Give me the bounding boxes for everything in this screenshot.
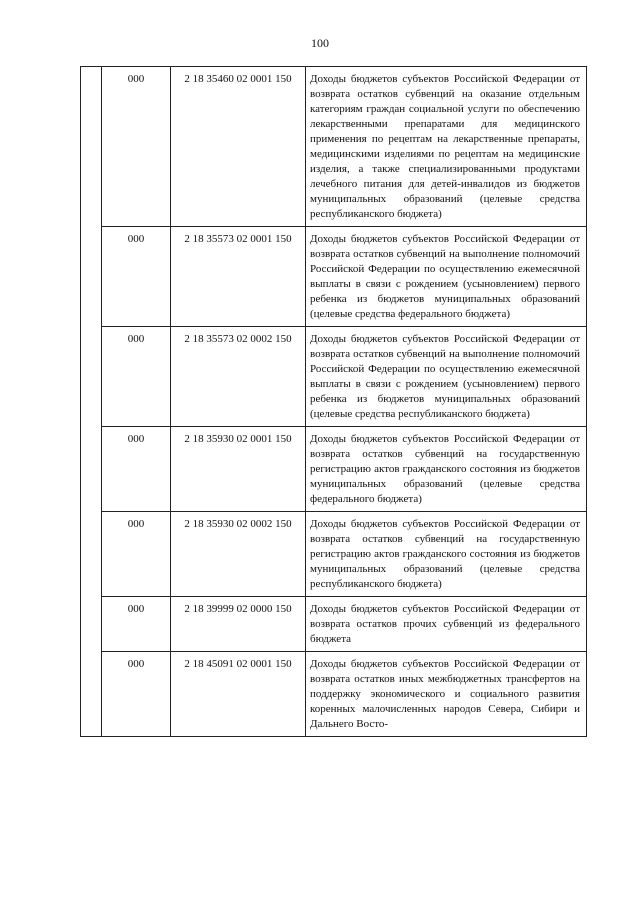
row-marker-cell bbox=[81, 652, 102, 737]
description-cell: Доходы бюджетов субъектов Российской Федерации от возврата остатков субвенций на выполнение полномочий Российской Федерации по осуществлению ежемесячной выплаты в связи с рождением (усыновлением) первого ребенка из бюджетов муниципальных образований (целевые средства республиканского бюджета) bbox=[306, 327, 587, 427]
admin-code-cell: 000 bbox=[102, 67, 171, 227]
admin-code-cell: 000 bbox=[102, 512, 171, 597]
budget-codes-table-wrapper bbox=[80, 66, 587, 737]
table-row bbox=[81, 227, 587, 327]
page-number: 100 bbox=[311, 36, 329, 50]
description-cell: Доходы бюджетов субъектов Российской Федерации от возврата остатков субвенций на государственную регистрацию актов гражданского состояния из бюджетов муниципальных образований (целевые средства республиканского бюджета) bbox=[306, 512, 587, 597]
table-row bbox=[81, 512, 587, 597]
admin-code-cell: 000 bbox=[102, 597, 171, 652]
budget-code-cell: 2 18 35573 02 0002 150 bbox=[171, 327, 306, 427]
row-marker-cell bbox=[81, 597, 102, 652]
row-marker-cell bbox=[81, 327, 102, 427]
row-marker-cell bbox=[81, 227, 102, 327]
description-cell: Доходы бюджетов субъектов Российской Федерации от возврата остатков субвенций на государственную регистрацию актов гражданского состояния из бюджетов муниципальных образований (целевые средства федерального бюджета) bbox=[306, 427, 587, 512]
admin-code-cell: 000 bbox=[102, 652, 171, 737]
admin-code-cell: 000 bbox=[102, 427, 171, 512]
table-row bbox=[81, 652, 587, 737]
description-cell: Доходы бюджетов субъектов Российской Федерации от возврата остатков иных межбюджетных трансфертов на поддержку экономического и социального развития коренных малочисленных народов Севера, Сибири и Дальнего Восто- bbox=[306, 652, 587, 737]
table-row bbox=[81, 67, 587, 227]
budget-code-cell: 2 18 35460 02 0001 150 bbox=[171, 67, 306, 227]
row-marker-cell bbox=[81, 67, 102, 227]
budget-code-cell: 2 18 35930 02 0002 150 bbox=[171, 512, 306, 597]
table-row bbox=[81, 427, 587, 512]
description-cell: Доходы бюджетов субъектов Российской Федерации от возврата остатков субвенций на выполнение полномочий Российской Федерации по осуществлению ежемесячной выплаты в связи с рождением (усыновлением) первого ребенка из бюджетов муниципальных образований (целевые средства федерального бюджета) bbox=[306, 227, 587, 327]
budget-codes-table bbox=[80, 66, 587, 737]
budget-code-cell: 2 18 35930 02 0001 150 bbox=[171, 427, 306, 512]
budget-code-cell: 2 18 45091 02 0001 150 bbox=[171, 652, 306, 737]
budget-code-cell: 2 18 35573 02 0001 150 bbox=[171, 227, 306, 327]
description-cell: Доходы бюджетов субъектов Российской Федерации от возврата остатков субвенций на оказание отдельным категориям граждан социальной услуги по обеспечению лекарственными препаратами для медицинского применения по рецептам на лекарственные препараты, медицинскими изделиями по рецептам на медицинские изделия, а также специализированными продуктами лечебного питания для детей-инвалидов из бюджетов муниципальных образований (целевые средства республиканского бюджета) bbox=[306, 67, 587, 227]
admin-code-cell: 000 bbox=[102, 227, 171, 327]
row-marker-cell bbox=[81, 512, 102, 597]
description-cell: Доходы бюджетов субъектов Российской Федерации от возврата остатков прочих субвенций из федерального бюджета bbox=[306, 597, 587, 652]
table-row bbox=[81, 327, 587, 427]
table-row bbox=[81, 597, 587, 652]
admin-code-cell: 000 bbox=[102, 327, 171, 427]
budget-code-cell: 2 18 39999 02 0000 150 bbox=[171, 597, 306, 652]
row-marker-cell bbox=[81, 427, 102, 512]
